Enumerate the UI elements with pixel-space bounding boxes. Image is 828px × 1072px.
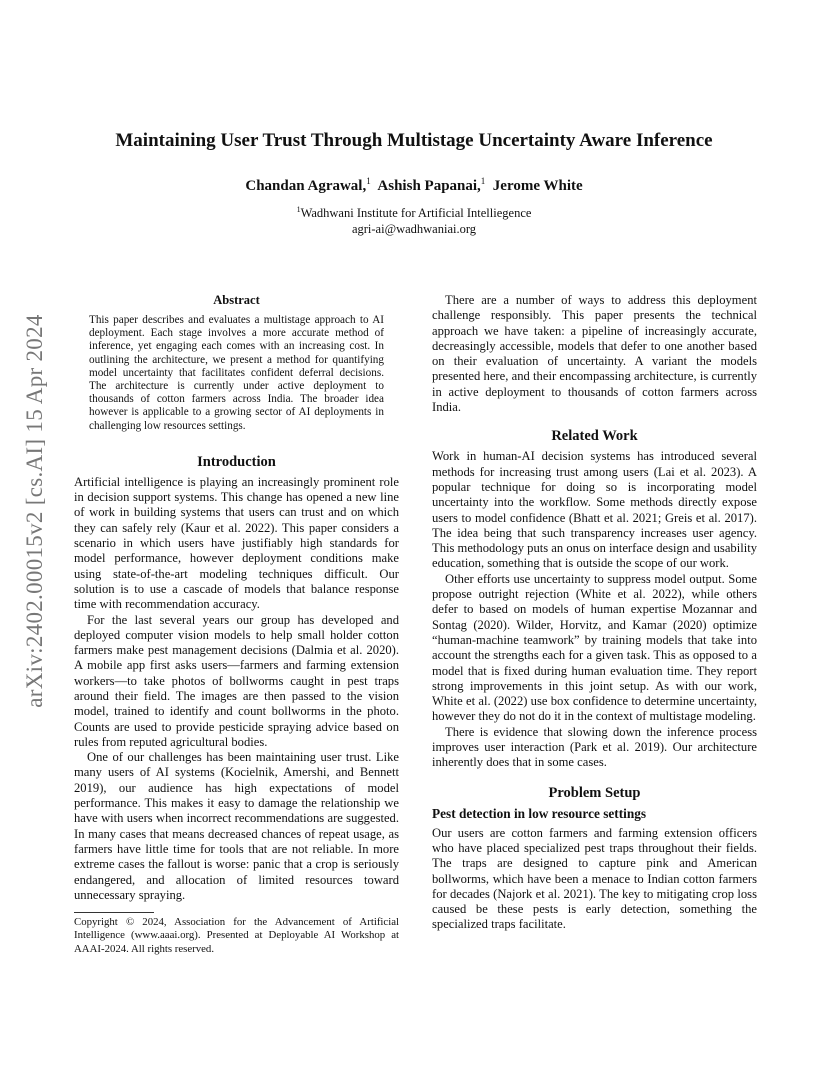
affil-mark: 1 — [296, 205, 301, 214]
deployment-paragraph: There are a number of ways to address this deployment challenge responsibly. This paper presents the technical approach we have taken: a pipeline of increasingly accurate, decreasingly accessible, models that defer to one another based on their evaluation of uncertainty. A variant the models presented here, and their encompassing architecture, is currently in active deployment to thousands of cotton farmers across India. — [432, 293, 757, 415]
paper-title: Maintaining User Trust Through Multistage Uncertainty Aware Inference — [115, 130, 713, 151]
arxiv-identifier: arXiv:2402.00015v2 [cs.AI] 15 Apr 2024 — [22, 314, 47, 708]
abstract-heading: Abstract — [213, 293, 260, 307]
introduction-paragraph: Artificial intelligence is playing an increasingly prominent role in decision support systems. This change has opened a new line of work in building systems that users can trust and on which they can safely rely (Kaur et al. 2022). This paper considers a scenario in which users have justifiably high standards for model performance, however deployment conditions make using state-of-the-art modeling techniques difficult. Our solution is to use a cascade of models that balance response time with recommendation accuracy. — [74, 474, 399, 612]
copyright-text: Copyright © 2024, Association for the Advancement of Artificial Intelligence (www.aaai.org). Presented at Deployable AI Workshop at AAAI-2024. All rights reserved. — [74, 916, 399, 955]
introduction-paragraph: One of our challenges has been maintaining user trust. Like many users of AI systems (Kocielnik, Amershi, and Bennett 2019), our audience has high expectations of model performance. This makes it easy to damage the relationship we have with users when incorrect recommendations are suggested. In many cases that means decreased chances of repeat usage, as farmers have little time for tools that are not reliable. In more extreme cases the fallout is worse: panic that a crop is seriously endangered, and allocation of limited resources toward unnecessary spraying. — [74, 750, 399, 902]
footnote-rule — [74, 912, 154, 913]
author-affil-mark: 1 — [366, 176, 371, 186]
author-name: Jerome White — [492, 178, 583, 194]
related-work-paragraph: There is evidence that slowing down the inference process improves user interaction (Park et al. 2019). Our architecture inherently does that in some cases. — [432, 724, 757, 770]
related-work-paragraph: Other efforts use uncertainty to suppress model output. Some propose outright rejection (White et al. 2022), while others defer to based on models of human expertise Mozannar and Sontag (2020). Wilder, Horvitz, and Kamar (2020) optimize “human-machine teamwork” by training models that take into account the strengths each for a given task. This as opposed to a model that is fixed during human evaluation time. They report strong improvements in this joint setup. As with our work, White et al. (2022) use box confidence to determine uncertainty, however they do not do it in the context of multistage modeling. — [432, 571, 757, 724]
introduction-paragraph: For the last several years our group has developed and deployed computer vision models to help small holder cotton farmers make pest management decisions (Dalmia et al. 2020). A mobile app first asks users—farmers and farming extension workers—to take photos of bollworms caught in pest traps around their field. The images are then passed to the vision model, trained to identify and count bollworms in the photo. Counts are used to provide pesticide spraying advice based on rules from reputed agricultural bodies. — [74, 612, 399, 749]
pest-detection-subheading: Pest detection in low resource settings — [432, 805, 647, 821]
author-name: Ashish Papanai, — [377, 178, 481, 194]
affiliation-block — [0, 202, 828, 237]
introduction-heading: Introduction — [197, 453, 276, 470]
abstract-text: This paper describes and evaluates a multistage approach to AI deployment. Each stage involves a more accurate method of inference, yet engaging each comes with an increasing cost. In outlining the architecture, we present a method for quantifying model uncertainty that facilitates confident deferral decisions. The architecture is currently under active deployment to thousands of cotton farmers across India. The broader idea however is applicable to a growing sector of AI deployments in challenging low resources settings. — [89, 314, 384, 432]
right-column — [432, 293, 757, 933]
author-affil-mark: 1 — [480, 176, 486, 186]
problem-setup-heading: Problem Setup — [548, 784, 641, 801]
left-column — [74, 293, 399, 956]
copyright-footnote — [74, 912, 399, 956]
affiliation-name: Wadhwani Institute for Artificial Intelliegence — [300, 206, 532, 221]
related-work-heading: Related Work — [551, 428, 638, 445]
arxiv-side-stamp — [22, 296, 48, 726]
contact-email: agri-ai@wadhwaniai.org — [351, 222, 477, 237]
related-work-paragraph: Work in human-AI decision systems has introduced several methods for increasing trust among users (Lai et al. 2023). A popular technique for doing so is incorporating model uncertainty into the workflow. Some methods directly expose users to model confidence (Bhatt et al. 2021; Greis et al. 2017). The idea being that such transparency increases user agency. This methodology puts an onus on interface design and usability education, something that is outside the scope of our work. — [432, 449, 757, 571]
author-list — [0, 176, 828, 195]
author-name: Chandan Agrawal, — [245, 178, 367, 194]
problem-setup-paragraph: Our users are cotton farmers and farming extension officers who have placed specialized pest traps throughout their fields. The traps are designed to capture pink and American bollworms, which have been a menace to Indian cotton farmers for decades (Najork et al. 2021). The key to mitigating crop loss caused be these pests is early detection, something the specialized traps facilitate. — [432, 825, 757, 932]
